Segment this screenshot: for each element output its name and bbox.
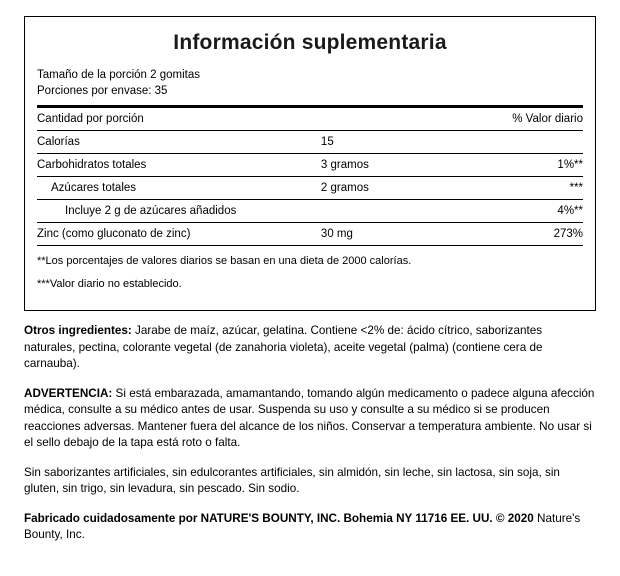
table-row xyxy=(37,200,583,223)
footnote-daily-values: **Los porcentajes de valores diarios se basan en una dieta de 2000 calorías. xyxy=(37,255,412,267)
nutrient-dv: 1%** xyxy=(474,154,583,177)
free-from-paragraph: Sin saborizantes artificiales, sin edulcorantes artificiales, sin almidón, sin leche, sin lactosa, sin soja, sin gluten, sin trigo, sin levadura, sin pescado. Sin sodio. xyxy=(24,465,560,495)
footnotes xyxy=(37,246,583,292)
table-row xyxy=(37,154,583,177)
warning-paragraph xyxy=(24,386,596,452)
nutrient-amount: 15 xyxy=(321,131,474,154)
supplement-facts-panel xyxy=(24,16,596,311)
nutrient-amount: 30 mg xyxy=(321,223,474,246)
nutrient-amount xyxy=(321,200,474,223)
table-row xyxy=(37,223,583,246)
panel-title: Información suplementaria xyxy=(173,31,447,54)
nutrient-amount: 2 gramos xyxy=(321,177,474,200)
header-daily-value: % Valor diario xyxy=(474,108,583,131)
warning-text: Si está embarazada, amamantando, tomando algún medicamento o padece alguna afección médica, consulte a su médico antes de usar. Suspenda su uso y consulte a su médico si se producen reacciones adversas. Mantener fuera del alcance de los niños. Conservar a temperatura ambiente. No usar si el sello debajo de la tapa está roto o falta. xyxy=(24,386,595,449)
header-spacer xyxy=(321,108,474,131)
other-ingredients-text: Jarabe de maíz, azúcar, gelatina. Contiene <2% de: ácido cítrico, saborizantes naturales, pectina, colorante vegetal (de zanahoria violeta), aceite vegetal (palma) (contiene cera de carnauba). xyxy=(24,324,543,370)
nutrient-dv: 4%** xyxy=(474,200,583,223)
nutrient-name: Carbohidratos totales xyxy=(37,154,321,177)
warning-label: ADVERTENCIA: xyxy=(24,386,113,400)
nutrient-amount: 3 gramos xyxy=(321,154,474,177)
table-row xyxy=(37,177,583,200)
nutrient-dv: 273% xyxy=(474,223,583,246)
nutrient-name: Incluye 2 g de azúcares añadidos xyxy=(37,200,321,223)
other-ingredients-paragraph xyxy=(24,323,596,373)
other-ingredients-label: Otros ingredientes: xyxy=(24,324,132,337)
manufacturer-name: NATURE'S BOUNTY, INC. Bohemia NY 11716 EE. UU. © 2020 xyxy=(200,511,534,525)
nutrient-name: Azúcares totales xyxy=(37,177,321,200)
header-amount-per-serving: Cantidad por porción xyxy=(37,108,321,131)
label-body-copy xyxy=(24,323,596,544)
nutrient-name: Zinc (como gluconato de zinc) xyxy=(37,223,321,246)
nutrient-dv: *** xyxy=(474,177,583,200)
servings-per-container: Porciones por envase: 35 xyxy=(37,85,168,97)
footnote-no-dv: ***Valor diario no establecido. xyxy=(37,278,182,290)
nutrition-table xyxy=(37,108,583,246)
manufacturer-suffix: Nature's Bounty, Inc. xyxy=(24,511,581,541)
manufacturer-paragraph xyxy=(24,511,596,544)
nutrient-dv xyxy=(474,131,583,154)
table-row xyxy=(37,131,583,154)
table-header-row xyxy=(37,108,583,131)
serving-size: Tamaño de la porción 2 gomitas xyxy=(37,69,201,81)
nutrient-name: Calorías xyxy=(37,131,321,154)
manufacturer-prefix: Fabricado cuidadosamente por xyxy=(24,511,201,525)
